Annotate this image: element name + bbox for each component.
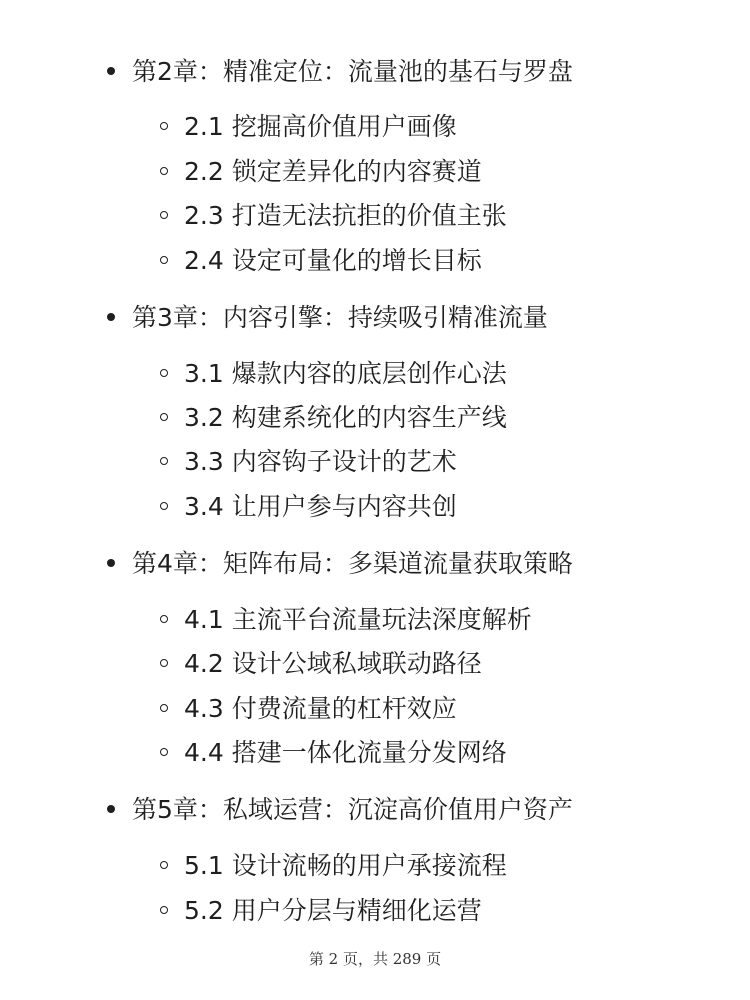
section-item xyxy=(160,107,457,147)
disc-bullet-icon xyxy=(107,805,115,813)
circle-bullet-icon xyxy=(160,122,168,130)
section-item xyxy=(160,600,532,640)
section-title: 4.3 付费流量的杠杆效应 xyxy=(184,694,457,723)
circle-bullet-icon xyxy=(160,659,168,667)
section-item xyxy=(160,487,457,527)
section-item xyxy=(160,442,457,482)
circle-bullet-icon xyxy=(160,167,168,175)
circle-bullet-icon xyxy=(160,861,168,869)
chapter-item xyxy=(107,52,573,92)
section-title: 2.2 锁定差异化的内容赛道 xyxy=(184,157,482,186)
chapter-title: 第5章：私域运营：沉淀高价值用户资产 xyxy=(132,795,573,824)
section-title: 5.1 设计流畅的用户承接流程 xyxy=(184,851,507,880)
section-item xyxy=(160,846,507,886)
circle-bullet-icon xyxy=(160,704,168,712)
section-title: 2.1 挖掘高价值用户画像 xyxy=(184,112,457,141)
section-item xyxy=(160,644,482,684)
section-item xyxy=(160,689,457,729)
chapter-item xyxy=(107,544,573,584)
chapter-item xyxy=(107,298,548,338)
disc-bullet-icon xyxy=(107,67,115,75)
section-item xyxy=(160,152,482,192)
section-item xyxy=(160,891,482,931)
circle-bullet-icon xyxy=(160,906,168,914)
circle-bullet-icon xyxy=(160,748,168,756)
section-title: 3.1 爆款内容的底层创作心法 xyxy=(184,359,507,388)
section-title: 4.4 搭建一体化流量分发网络 xyxy=(184,738,507,767)
chapter-item xyxy=(107,790,573,830)
circle-bullet-icon xyxy=(160,211,168,219)
section-title: 5.2 用户分层与精细化运营 xyxy=(184,896,482,925)
disc-bullet-icon xyxy=(107,313,115,321)
section-item xyxy=(160,354,507,394)
circle-bullet-icon xyxy=(160,256,168,264)
section-item xyxy=(160,241,482,281)
section-title: 4.2 设计公域私域联动路径 xyxy=(184,649,482,678)
page-number-footer: 第 2 页，共 289 页 xyxy=(308,950,442,968)
section-item xyxy=(160,398,507,438)
section-title: 2.3 打造无法抗拒的价值主张 xyxy=(184,201,507,230)
section-title: 3.4 让用户参与内容共创 xyxy=(184,492,457,521)
disc-bullet-icon xyxy=(107,559,115,567)
section-title: 4.1 主流平台流量玩法深度解析 xyxy=(184,605,532,634)
section-item xyxy=(160,196,507,236)
circle-bullet-icon xyxy=(160,457,168,465)
section-item xyxy=(160,733,507,773)
circle-bullet-icon xyxy=(160,502,168,510)
chapter-title: 第4章：矩阵布局：多渠道流量获取策略 xyxy=(132,549,573,578)
section-title: 3.2 构建系统化的内容生产线 xyxy=(184,403,507,432)
chapter-title: 第3章：内容引擎：持续吸引精准流量 xyxy=(132,303,548,332)
circle-bullet-icon xyxy=(160,413,168,421)
chapter-title: 第2章：精准定位：流量池的基石与罗盘 xyxy=(132,57,573,86)
section-title: 3.3 内容钩子设计的艺术 xyxy=(184,447,457,476)
circle-bullet-icon xyxy=(160,615,168,623)
circle-bullet-icon xyxy=(160,369,168,377)
section-title: 2.4 设定可量化的增长目标 xyxy=(184,246,482,275)
